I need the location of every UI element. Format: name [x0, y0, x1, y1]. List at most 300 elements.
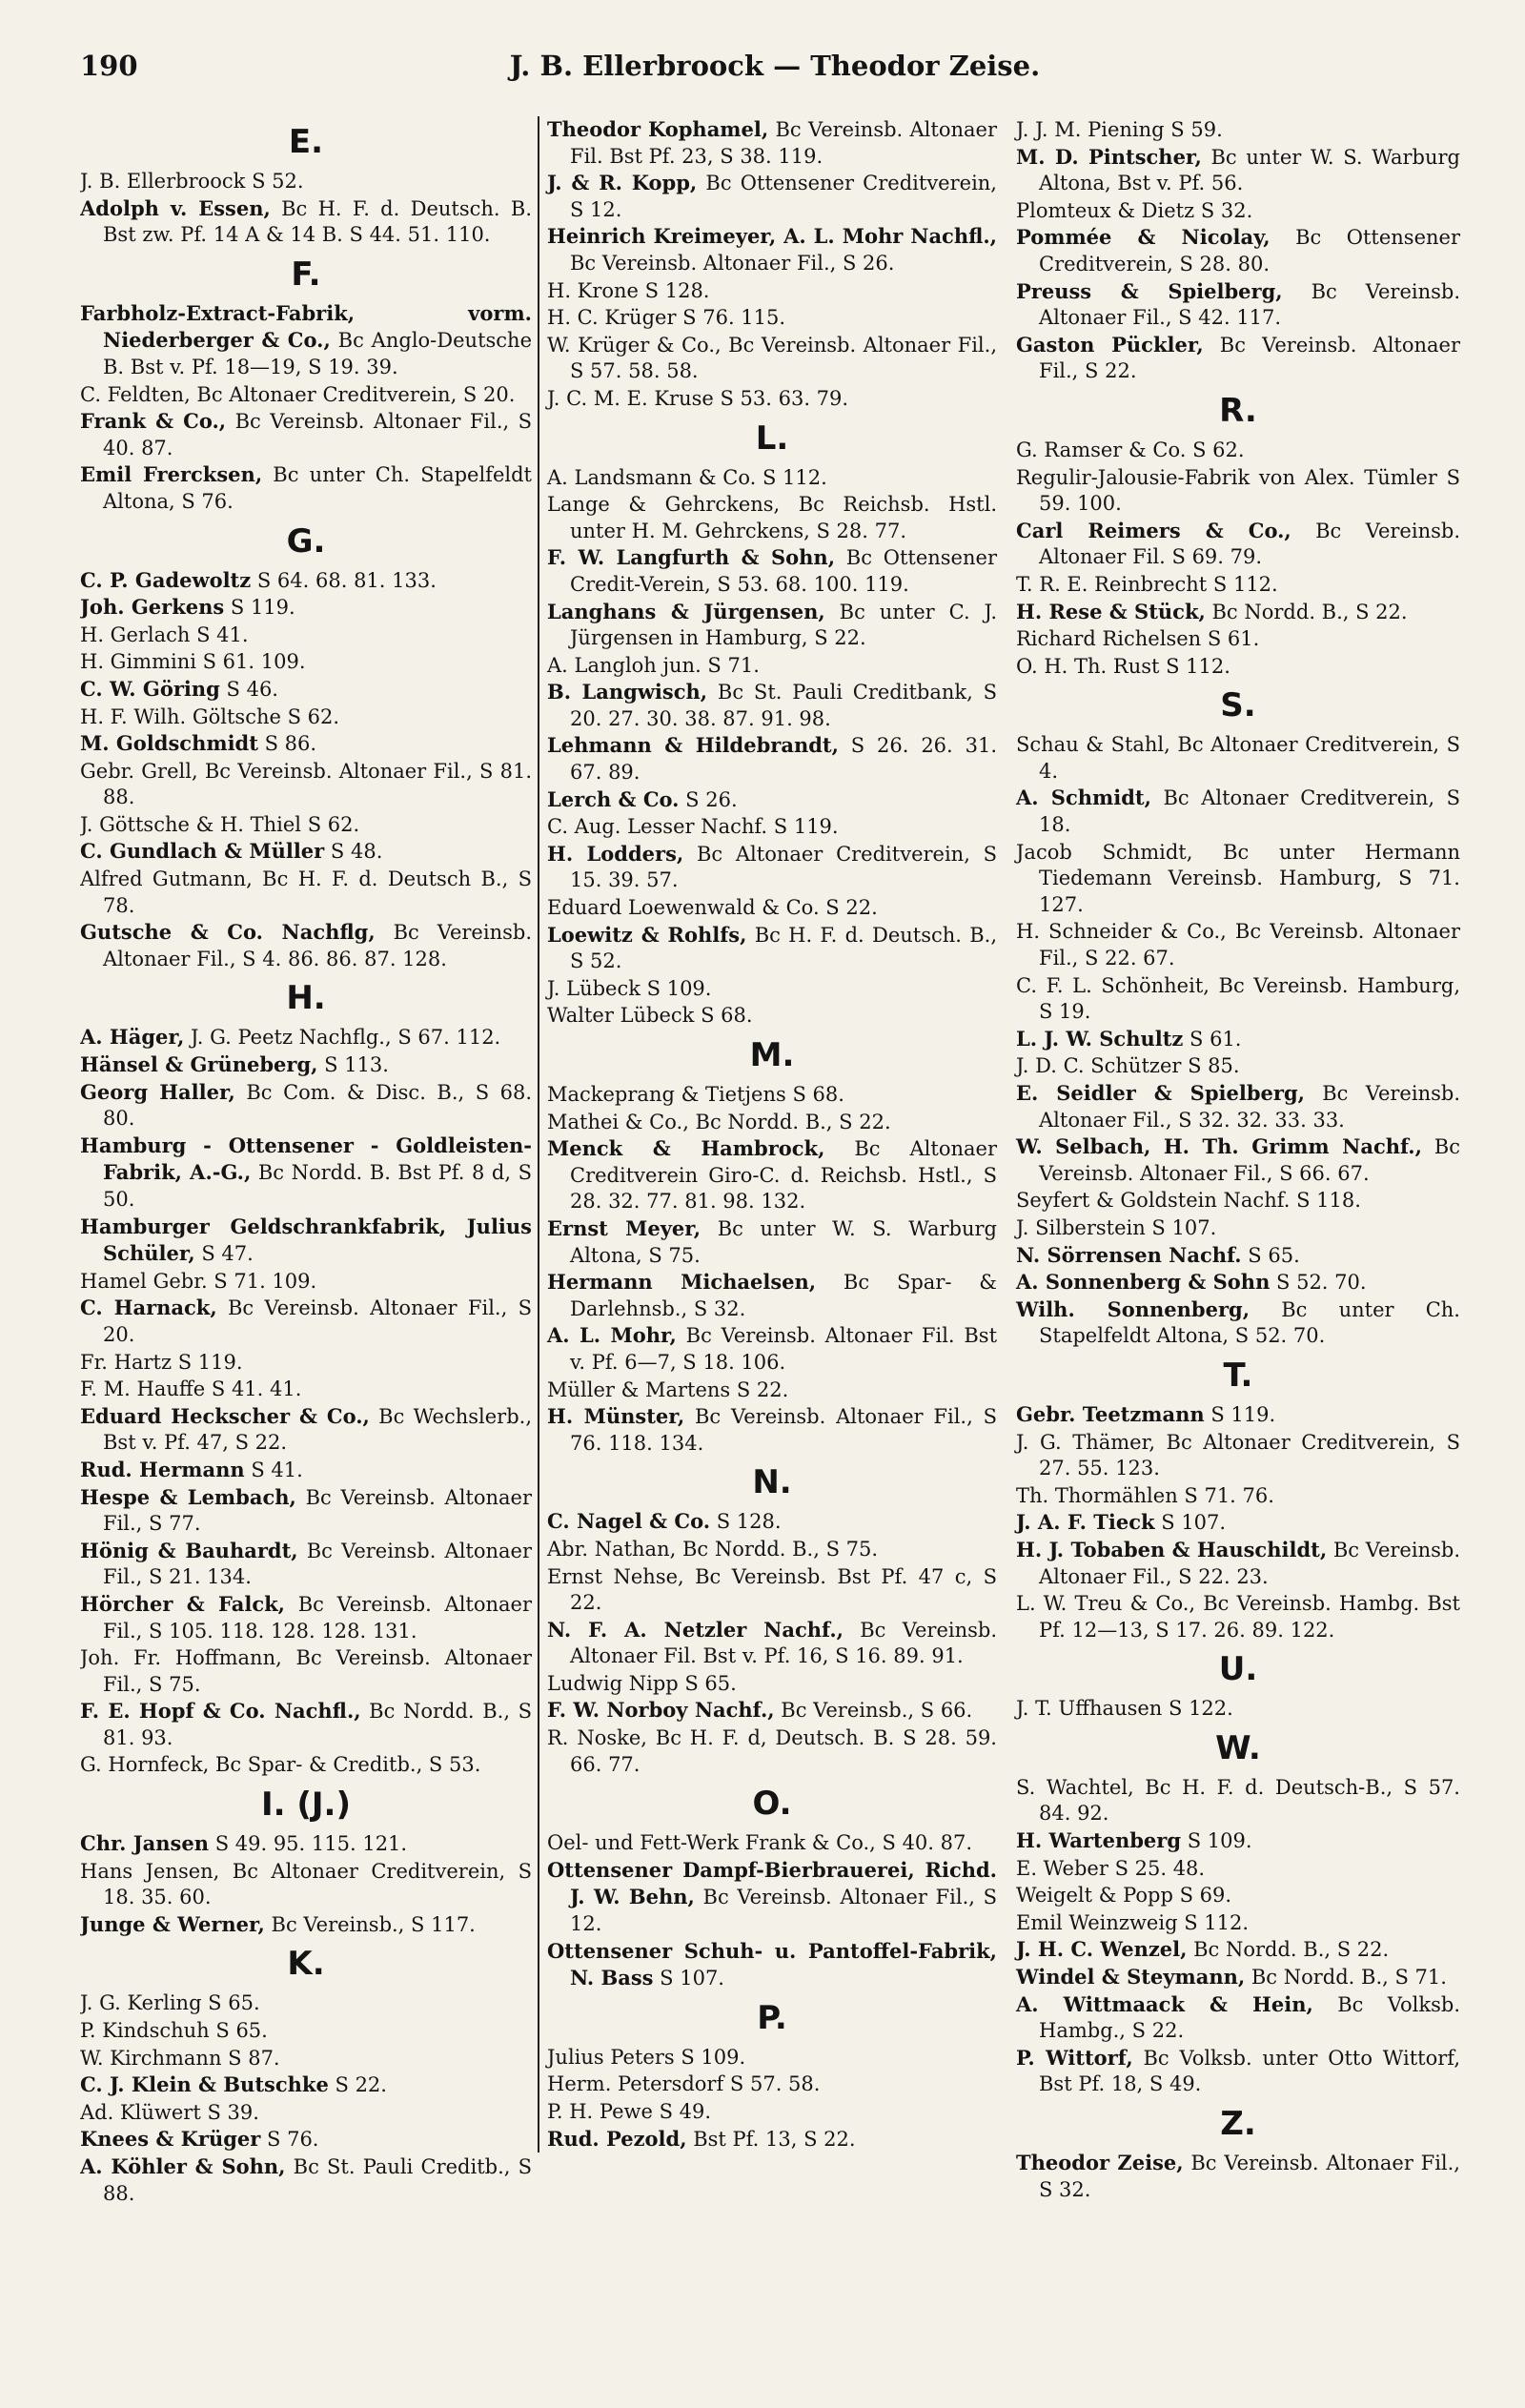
- entry-details: Bc Nordd. B., S 22.: [1187, 1938, 1390, 1962]
- entry-firm-name: Gebr. Teetzmann: [1016, 1401, 1205, 1426]
- entry-details: Bc unter W. S. Warburg Altona, Bst v. Pf. 56.: [1039, 145, 1460, 195]
- entry-details: Alfred Gutmann, Bc H. F. d. Deutsch B., S 78.: [80, 867, 532, 917]
- directory-entry: [1016, 571, 1460, 599]
- entry-firm-name: Hespe & Lembach,: [80, 1484, 296, 1509]
- entry-firm-name: Lehmann & Hildebrandt,: [547, 733, 839, 758]
- directory-entry: [547, 1536, 997, 1563]
- entry-details: J. C. M. E. Kruse S 53. 63. 79.: [547, 386, 849, 410]
- entry-details: Julius Peters S 109.: [547, 2045, 746, 2069]
- entry-details: J. G. Thämer, Bc Altonaer Creditverein, S 27. 55. 123.: [1016, 1430, 1460, 1480]
- entry-firm-name: M. D. Pintscher,: [1016, 144, 1202, 169]
- page-header: [80, 50, 1489, 93]
- directory-entry: [547, 1403, 997, 1457]
- directory-entry: [547, 599, 997, 652]
- directory-entry: [1016, 625, 1460, 653]
- directory-entry: [547, 1563, 997, 1617]
- entry-details: Bc Altonaer Creditverein Giro-C. d. Reichsb. Hstl., S 28. 32. 77. 81. 98. 132.: [570, 1137, 997, 1214]
- directory-entry: [1016, 1882, 1460, 1909]
- directory-entry: [80, 1349, 532, 1377]
- entry-details: W. Krüger & Co., Bc Vereinsb. Altonaer Fil., S 57. 58. 58.: [547, 333, 997, 383]
- directory-entry: [80, 2017, 532, 2045]
- entry-firm-name: C. Gundlach & Müller: [80, 839, 325, 864]
- entry-details: Bc St. Pauli Creditbank, S 20. 27. 30. 38. 87. 91. 98.: [570, 681, 997, 730]
- entry-details: Bc Vereinsb. Altonaer Fil., S 66. 67.: [1039, 1135, 1460, 1185]
- directory-entry: [80, 2153, 532, 2207]
- entry-details: J. G. Peetz Nachflg., S 67. 112.: [184, 1026, 501, 1050]
- column-3: [1003, 116, 1466, 2203]
- entry-details: Weigelt & Popp S 69.: [1016, 1884, 1232, 1908]
- directory-entry: [547, 922, 997, 975]
- entry-firm-name: Hörcher & Falck,: [80, 1591, 285, 1616]
- section-letter: L.: [755, 418, 789, 458]
- entry-firm-name: N. F. A. Netzler Nachf.,: [547, 1617, 844, 1642]
- entry-details: J. Lübeck S 109.: [547, 976, 712, 1000]
- entry-details: Bc Vereinsb. Altonaer Fil., S 20.: [103, 1296, 532, 1346]
- directory-entry: [1016, 1429, 1460, 1482]
- entry-details: R. Noske, Bc H. F. d, Deutsch. B. S 28. 59. 66. 77.: [547, 1726, 997, 1776]
- directory-entry: [80, 381, 532, 409]
- directory-columns: [80, 116, 1489, 2366]
- directory-entry: [547, 1002, 997, 1030]
- entry-details: Lange & Gehrckens, Bc Reichsb. Hstl. unter H. M. Gehrckens, S 28. 77.: [547, 493, 997, 542]
- directory-entry: [547, 1670, 997, 1698]
- entry-firm-name: Langhans & Jürgensen,: [547, 599, 825, 623]
- directory-entry: [1016, 464, 1460, 518]
- entry-firm-name: Eduard Heckscher & Co.,: [80, 1403, 370, 1428]
- entry-details: Bc Vereinsb. Altonaer Fil., S 21. 134.: [103, 1539, 532, 1589]
- entry-details: S 26.: [679, 787, 738, 811]
- entry-details: S 109.: [1181, 1829, 1252, 1853]
- entry-details: Bc Altonaer Creditverein, S 18.: [1039, 786, 1461, 837]
- entry-firm-name: Chr. Jansen: [80, 1831, 210, 1856]
- entry-firm-name: C. W. Göring: [80, 676, 220, 701]
- entry-details: Bc Ottensener Credit-Verein, S 53. 68. 100. 119.: [570, 546, 997, 596]
- directory-entry: [1016, 1855, 1460, 1883]
- entry-details: Bc Nordd. B. Bst Pf. 8 d, S 50.: [103, 1161, 532, 1211]
- entry-firm-name: Loewitz & Rohlfs,: [547, 922, 747, 947]
- entry-firm-name: Gutsche & Co. Nachflg,: [80, 920, 376, 945]
- directory-entry: [80, 408, 532, 461]
- directory-entry: [1016, 437, 1460, 464]
- directory-entry: [547, 1322, 997, 1376]
- directory-entry: [547, 1617, 997, 1670]
- directory-entry: [1016, 1052, 1460, 1080]
- directory-entry: [1016, 1133, 1460, 1187]
- directory-entry: [547, 464, 997, 492]
- directory-entry: [80, 1024, 532, 1051]
- entry-firm-name: Hänsel & Grüneberg,: [80, 1052, 318, 1077]
- directory-entry: [547, 277, 997, 305]
- entry-firm-name: L. J. W. Schultz: [1016, 1026, 1184, 1051]
- entry-details: Emil Weinzweig S 112.: [1016, 1910, 1250, 1934]
- directory-entry: [80, 1457, 532, 1484]
- section-letter: R.: [1219, 391, 1257, 430]
- directory-entry: [1016, 1964, 1460, 1991]
- directory-entry: [547, 1829, 997, 1857]
- entry-details: Bc Vereinsb. Altonaer Fil., S 77.: [103, 1485, 532, 1536]
- entry-details: Bc Vereinsb. Altonaer Fil. Bst Pf. 23, S 38. 119.: [570, 118, 997, 168]
- entry-firm-name: Rud. Pezold,: [547, 2126, 687, 2151]
- directory-entry: [80, 1538, 532, 1591]
- section-letter: Z.: [1220, 2105, 1256, 2143]
- entry-details: Bc Com. & Disc. B., S 68. 80.: [103, 1080, 532, 1131]
- directory-entry: [80, 1911, 532, 1939]
- entry-firm-name: E. Seidler & Spielberg,: [1016, 1081, 1305, 1105]
- entry-details: J. Göttsche & H. Thiel S 62.: [80, 812, 360, 836]
- entry-details: Bc Vereinsb., S 66.: [774, 1699, 973, 1723]
- entry-details: O. H. Th. Rust S 112.: [1016, 654, 1230, 678]
- entry-details: Abr. Nathan, Bc Nordd. B., S 75.: [547, 1537, 879, 1561]
- entry-firm-name: Junge & Werner,: [80, 1911, 265, 1936]
- entry-details: H. Schneider & Co., Bc Vereinsb. Altonaer Fil., S 22. 67.: [1016, 920, 1460, 970]
- entry-firm-name: F. W. Norboy Nachf.,: [547, 1698, 775, 1723]
- directory-entry: [547, 813, 997, 841]
- section-letter: G.: [286, 521, 326, 561]
- entry-details: Bc unter Ch. Stapelfeldt Altona, S 76.: [103, 463, 532, 513]
- entry-details: Müller & Martens S 22.: [547, 1377, 789, 1401]
- directory-entry: [1016, 1774, 1460, 1827]
- entry-details: P. Kindschuh S 65.: [80, 2019, 268, 2043]
- entry-details: Bc H. F. d. Deutsch. B., S 52.: [570, 923, 997, 973]
- entry-firm-name: F. E. Hopf & Co. Nachfl.,: [80, 1699, 361, 1724]
- directory-entry: [80, 622, 532, 649]
- directory-entry: [80, 838, 532, 866]
- entry-details: S 47.: [194, 1242, 254, 1266]
- entry-details: Bc Vereinsb. Altonaer Fil. S 69. 79.: [1039, 519, 1460, 569]
- directory-entry: [1016, 1909, 1460, 1937]
- section-letter: K.: [287, 1945, 325, 1984]
- entry-details: Bc Vereinsb. Altonaer Fil. Bst v. Pf. 6—7, S 18. 106.: [570, 1324, 998, 1374]
- directory-entry: [80, 461, 532, 515]
- entry-details: S 26. 26. 31. 67. 89.: [570, 734, 997, 785]
- directory-entry: [80, 300, 532, 381]
- directory-entry: [1016, 1080, 1460, 1133]
- entry-firm-name: P. Wittorf,: [1016, 2045, 1133, 2070]
- entry-details: Schau & Stahl, Bc Altonaer Creditverein, S 4.: [1016, 733, 1460, 783]
- directory-entry: [1016, 2150, 1460, 2203]
- entry-details: Joh. Fr. Hoffmann, Bc Vereinsb. Altonaer Fil., S 75.: [80, 1646, 532, 1696]
- entry-details: Bst Pf. 13, S 22.: [686, 2127, 856, 2151]
- entry-firm-name: Joh. Gerkens: [80, 595, 225, 620]
- directory-entry: [80, 1376, 532, 1403]
- entry-details: S 107.: [1154, 1511, 1227, 1535]
- directory-entry: [547, 544, 997, 598]
- directory-entry: [80, 1858, 532, 1911]
- entry-details: L. W. Treu & Co., Bc Vereinsb. Hambg. Bst Pf. 12—13, S 17. 26. 89. 122.: [1016, 1592, 1460, 1642]
- entry-details: W. Kirchmann S 87.: [80, 2046, 280, 2070]
- entry-firm-name: Farbholz-Extract-Fabrik, vorm. Niederberger & Co.,: [80, 300, 532, 353]
- entry-firm-name: Menck & Hambrock,: [547, 1136, 825, 1161]
- entry-firm-name: J. H. C. Wenzel,: [1016, 1937, 1188, 1962]
- entry-details: Ludwig Nipp S 65.: [547, 1671, 737, 1695]
- entry-details: J. G. Kerling S 65.: [80, 1991, 260, 2015]
- entry-firm-name: W. Selbach, H. Th. Grimm Nachf.,: [1016, 1134, 1422, 1159]
- directory-entry: [80, 1079, 532, 1133]
- directory-entry: [1016, 599, 1460, 626]
- entry-details: Bc Vereinsb. Altonaer Fil., S 76. 118. 134.: [570, 1405, 997, 1455]
- entry-firm-name: C. Nagel & Co.: [547, 1509, 711, 1534]
- entry-details: Bc Wechslerb., Bst v. Pf. 47, S 22.: [103, 1404, 532, 1455]
- directory-entry: [80, 1990, 532, 2017]
- directory-entry: [1016, 1991, 1460, 2045]
- directory-entry: [1016, 197, 1460, 225]
- entry-firm-name: H. Rese & Stück,: [1016, 599, 1206, 623]
- entry-details: Bc Vereinsb. Altonaer Fil., S 22.: [1039, 333, 1460, 383]
- entry-details: J. D. C. Schützer S 85.: [1016, 1054, 1240, 1078]
- directory-entry: [547, 2098, 997, 2126]
- directory-entry: [547, 2044, 997, 2071]
- entry-firm-name: Hönig & Bauhardt,: [80, 1538, 298, 1562]
- entry-firm-name: Heinrich Kreimeyer, A. L. Mohr Nachfl.,: [547, 224, 997, 249]
- entry-details: T. R. E. Reinbrecht S 112.: [1016, 572, 1278, 596]
- entry-details: Seyfert & Goldstein Nachf. S 118.: [1016, 1189, 1361, 1213]
- directory-entry: [547, 2071, 997, 2098]
- entry-details: A. Landsmann & Co. S 112.: [547, 465, 827, 489]
- entry-firm-name: C. P. Gadewoltz: [80, 567, 252, 592]
- entry-firm-name: Knees & Krüger: [80, 2127, 261, 2152]
- directory-entry: [1016, 1482, 1460, 1510]
- entry-details: H. Krone S 128.: [547, 278, 710, 302]
- entry-firm-name: C. Harnack,: [80, 1296, 217, 1320]
- section-letter: T.: [1223, 1356, 1253, 1395]
- directory-entry: [547, 1508, 997, 1536]
- entry-firm-name: Georg Haller,: [80, 1079, 235, 1104]
- entry-details: S 128.: [710, 1510, 782, 1534]
- entry-details: Oel- und Fett-Werk Frank & Co., S 40. 87.: [547, 1831, 973, 1855]
- entry-details: Bc unter Ch. Stapelfeldt Altona, S 52. 70.: [1039, 1297, 1460, 1348]
- section-letter: E.: [288, 123, 324, 161]
- directory-entry: [1016, 224, 1460, 277]
- entry-details: Bc Volksb. Hambg., S 22.: [1039, 1992, 1461, 2043]
- entry-firm-name: A. Schmidt,: [1016, 786, 1151, 810]
- directory-entry: [1016, 972, 1460, 1026]
- section-letter: I. (J.): [260, 1786, 352, 1825]
- entry-details: C. Aug. Lesser Nachf. S 119.: [547, 815, 839, 839]
- directory-entry: [1016, 116, 1460, 144]
- entry-firm-name: B. Langwisch,: [547, 680, 708, 704]
- entry-firm-name: J. & R. Kopp,: [547, 171, 698, 195]
- entry-details: Ernst Nehse, Bc Vereinsb. Bst Pf. 47 c, S 22.: [547, 1564, 997, 1615]
- entry-details: E. Weber S 25. 48.: [1016, 1856, 1206, 1880]
- entry-details: Bc Vereinsb. Altonaer Fil., S 105. 118. 128. 128. 131.: [103, 1592, 532, 1643]
- entry-details: Bc Volksb. unter Otto Wittorf, Bst Pf. 18, S 49.: [1039, 2046, 1460, 2096]
- entry-details: Bc Ottensener Creditverein, S 12.: [570, 172, 997, 221]
- directory-entry: [547, 1081, 997, 1109]
- entry-details: Fr. Hartz S 119.: [80, 1350, 243, 1374]
- entry-firm-name: Ottensener Schuh- u. Pantoffel-Fabrik, N. Bass: [547, 1938, 997, 1990]
- entry-firm-name: H. Lodders,: [547, 841, 684, 866]
- entry-details: H. Gerlach S 41.: [80, 622, 249, 646]
- entry-details: G. Hornfeck, Bc Spar- & Creditb., S 53.: [80, 1753, 481, 1777]
- entry-details: Bc Nordd. B., S 22.: [1205, 600, 1408, 623]
- entry-details: Bc unter W. S. Warburg Altona, S 75.: [570, 1216, 997, 1267]
- directory-entry: [1016, 1296, 1460, 1350]
- entry-details: C. F. L. Schönheit, Bc Vereinsb. Hamburg, S 19.: [1016, 973, 1460, 1024]
- entry-details: H. Gimmini S 61. 109.: [80, 650, 306, 674]
- entry-details: Mackeprang & Tietjens S 68.: [547, 1083, 844, 1106]
- entry-firm-name: Pommée & Nicolay,: [1016, 225, 1271, 250]
- entry-details: H. F. Wilh. Göltsche S 62.: [80, 704, 340, 728]
- entry-firm-name: Emil Frercksen,: [80, 462, 263, 487]
- running-title: J. B. Ellerbroock — Theodor Zeise.: [509, 50, 1041, 82]
- directory-entry: [80, 594, 532, 622]
- entry-details: Herm. Petersdorf S 57. 58.: [547, 2072, 821, 2096]
- directory-entry: [80, 2045, 532, 2072]
- entry-firm-name: N. Sörrensen Nachf.: [1016, 1242, 1242, 1267]
- directory-entry: [80, 1591, 532, 1644]
- entry-firm-name: Gaston Pückler,: [1016, 332, 1204, 357]
- entry-details: Bc Vereinsb. Altonaer Fil., S 40. 87.: [103, 410, 532, 459]
- entry-details: Bc Vereinsb. Altonaer Fil., S 42. 117.: [1039, 279, 1461, 330]
- entry-firm-name: Ottensener Dampf-Bierbrauerei, Richd. J. W. Behn,: [547, 1857, 997, 1909]
- entry-firm-name: Frank & Co.,: [80, 409, 227, 434]
- section-letter: M.: [749, 1036, 795, 1074]
- entry-firm-name: Hamburg - Ottensener - Goldleisten-Fabrik, A.-G.,: [80, 1133, 532, 1185]
- section-letter: U.: [1218, 1650, 1258, 1689]
- entry-details: Th. Thormählen S 71. 76.: [1016, 1483, 1274, 1507]
- entry-firm-name: Wilh. Sonnenberg,: [1016, 1296, 1250, 1321]
- entry-details: A. Langloh jun. S 71.: [547, 653, 760, 677]
- directory-entry: [80, 648, 532, 676]
- entry-firm-name: J. A. F. Tieck: [1016, 1510, 1155, 1535]
- directory-entry: [547, 304, 997, 332]
- column-2: [538, 116, 1003, 2153]
- entry-details: S 22.: [328, 2073, 387, 2097]
- entry-details: J. T. Uffhausen S 122.: [1016, 1697, 1233, 1721]
- entry-details: S 64. 68. 81. 133.: [251, 568, 437, 592]
- entry-details: S 86.: [257, 732, 317, 756]
- directory-entry: [1016, 1936, 1460, 1964]
- entry-details: S 61.: [1183, 1027, 1242, 1051]
- entry-firm-name: Theodor Zeise,: [1016, 2151, 1184, 2174]
- entry-details: Bc Vereinsb. Altonaer Fil., S 32.: [1039, 2152, 1460, 2201]
- directory-entry: [547, 223, 997, 276]
- directory-entry: [1016, 1187, 1460, 1214]
- entry-details: Richard Richelsen S 61.: [1016, 627, 1260, 651]
- entry-firm-name: A. Wittmaack & Hein,: [1016, 1991, 1313, 2016]
- entry-firm-name: H. J. Tobaben & Hauschildt,: [1016, 1537, 1328, 1561]
- entry-details: S 119.: [1204, 1402, 1276, 1426]
- entry-firm-name: Windel & Steymann,: [1016, 1965, 1246, 1990]
- entry-details: Bc Vereinsb. Altonaer Fil., S 12.: [570, 1886, 997, 1936]
- directory-entry: [1016, 1214, 1460, 1242]
- directory-entry: [80, 1751, 532, 1779]
- directory-entry: [80, 168, 532, 195]
- entry-details: Bc H. F. d. Deutsch. B. Bst zw. Pf. 14 A & 14 B. S 44. 51. 110.: [103, 196, 532, 247]
- section-letter: S.: [1220, 686, 1256, 725]
- directory-entry: [547, 894, 997, 922]
- directory-entry: [547, 1857, 997, 1938]
- entry-details: Bc Vereinsb., S 117.: [264, 1912, 476, 1936]
- directory-entry: [547, 975, 997, 1003]
- directory-entry: [80, 1133, 532, 1214]
- section-letter: N.: [752, 1463, 792, 1502]
- directory-entry: [547, 1724, 997, 1778]
- entry-firm-name: C. J. Klein & Butschke: [80, 2072, 329, 2097]
- entry-details: Hans Jensen, Bc Altonaer Creditverein, S 18. 35. 60.: [80, 1859, 532, 1909]
- entry-details: Bc Vereinsb. Altonaer Fil., S 32. 32. 33. 33.: [1039, 1082, 1460, 1132]
- entry-firm-name: Ernst Meyer,: [547, 1215, 702, 1240]
- entry-details: Bc Altonaer Creditverein, S 15. 39. 57.: [570, 842, 997, 892]
- directory-entry: [547, 332, 997, 385]
- directory-entry: [80, 676, 532, 704]
- directory-entry: [80, 1051, 532, 1079]
- directory-entry: [547, 1697, 997, 1724]
- section-letter: O.: [752, 1785, 792, 1824]
- directory-entry: [547, 1109, 997, 1136]
- entry-details: Bc Spar- & Darlehnsb., S 32.: [570, 1271, 997, 1320]
- entry-details: Mathei & Co., Bc Nordd. B., S 22.: [547, 1110, 891, 1133]
- directory-entry: [1016, 1401, 1460, 1429]
- entry-firm-name: H. Münster,: [547, 1404, 685, 1429]
- entry-details: Bc Vereinsb. Altonaer Fil., S 4. 86. 86. 87. 128.: [103, 921, 532, 970]
- directory-entry: [1016, 653, 1460, 681]
- entry-details: C. Feldten, Bc Altonaer Creditverein, S 20.: [80, 382, 516, 406]
- entry-details: H. C. Krüger S 76. 115.: [547, 306, 786, 330]
- entry-details: Ad. Klüwert S 39.: [80, 2100, 259, 2124]
- directory-entry: [547, 1269, 997, 1322]
- directory-entry: [547, 1215, 997, 1269]
- directory-entry: [1016, 2045, 1460, 2098]
- directory-entry: [80, 866, 532, 919]
- directory-entry: [1016, 918, 1460, 971]
- directory-entry: [547, 1377, 997, 1404]
- directory-entry: [1016, 278, 1460, 332]
- directory-entry: [547, 679, 997, 732]
- entry-details: S. Wachtel, Bc H. F. d. Deutsch-B., S 57. 84. 92.: [1016, 1775, 1460, 1826]
- entry-firm-name: Rud. Hermann: [80, 1457, 245, 1481]
- directory-entry: [1016, 785, 1460, 838]
- entry-details: Bc St. Pauli Creditb., S 88.: [103, 2155, 533, 2205]
- section-letter: H.: [286, 979, 326, 1018]
- entry-details: Bc unter C. J. Jürgensen in Hamburg, S 22.: [570, 600, 998, 650]
- entry-details: F. M. Hauffe S 41. 41.: [80, 1377, 302, 1401]
- directory-entry: [80, 758, 532, 811]
- directory-entry: [547, 170, 997, 223]
- directory-entry: [547, 1938, 997, 1992]
- entry-details: P. H. Pewe S 49.: [547, 2100, 712, 2123]
- page-number: 190: [80, 50, 138, 82]
- entry-details: S 52. 70.: [1270, 1271, 1367, 1295]
- entry-firm-name: Hamburger Geldschrankfabrik, Julius Schüler,: [80, 1214, 532, 1266]
- entry-firm-name: A. L. Mohr,: [547, 1323, 677, 1348]
- entry-details: Bc Vereinsb. Altonaer Fil., S 26.: [570, 251, 895, 275]
- directory-entry: [1016, 1269, 1460, 1296]
- directory-entry: [547, 786, 997, 814]
- entry-details: Walter Lübeck S 68.: [547, 1004, 753, 1028]
- directory-entry: [80, 1214, 532, 1268]
- entry-details: S 48.: [324, 840, 383, 864]
- directory-entry: [80, 1484, 532, 1538]
- entry-firm-name: Hermann Michaelsen,: [547, 1270, 817, 1295]
- entry-firm-name: A. Sonnenberg & Sohn: [1016, 1270, 1271, 1295]
- entry-details: G. Ramser & Co. S 62.: [1016, 438, 1245, 461]
- entry-firm-name: Lerch & Co.: [547, 786, 680, 811]
- directory-entry: [547, 116, 997, 170]
- directory-entry: [80, 2126, 532, 2153]
- entry-details: Gebr. Grell, Bc Vereinsb. Altonaer Fil., S 81. 88.: [80, 759, 532, 809]
- section-letter: F.: [291, 255, 321, 294]
- entry-details: Hamel Gebr. S 71. 109.: [80, 1269, 317, 1293]
- entry-details: Plomteux & Dietz S 32.: [1016, 198, 1253, 222]
- entry-details: S 46.: [219, 677, 278, 701]
- entry-details: Bc Ottensener Creditverein, S 28. 80.: [1039, 226, 1460, 275]
- directory-entry: [1016, 1590, 1460, 1643]
- entry-details: Eduard Loewenwald & Co. S 22.: [547, 896, 878, 920]
- entry-firm-name: A. Köhler & Sohn,: [80, 2154, 286, 2178]
- entry-details: S 107.: [653, 1967, 724, 1990]
- directory-entry: [1016, 1509, 1460, 1537]
